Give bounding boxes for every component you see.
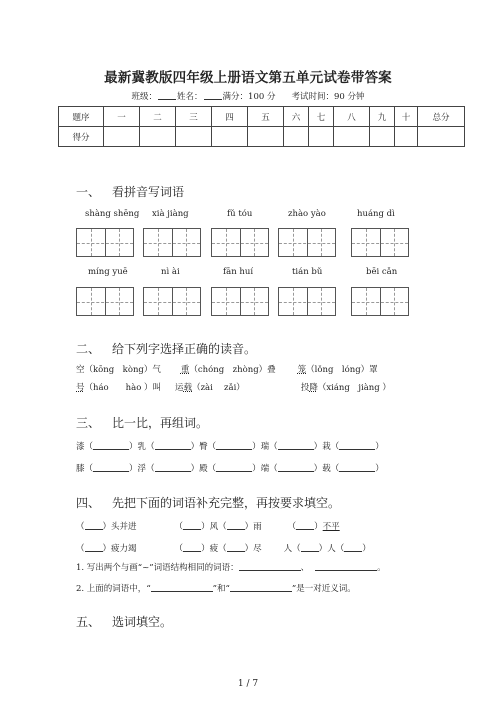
- reading-line-2: 号（háo hào ）叫 运载（zài zǎi） 投降（xiáng jiàng ）: [76, 383, 391, 393]
- header-cell: 九: [370, 107, 395, 127]
- name-blank[interactable]: [204, 99, 222, 100]
- compare-row-2: 膝（ ）浮（ ）殿（ ）端（ ）载（ ）: [76, 464, 384, 474]
- document-title: 最新冀教版四年级上册语文第五单元试卷带答案: [104, 70, 392, 86]
- answer-blank[interactable]: [151, 591, 213, 592]
- pinyin-9: tián bǔ: [292, 267, 323, 277]
- header-cell: 一: [104, 107, 140, 127]
- header-cell: 总分: [418, 107, 465, 127]
- writing-grid[interactable]: [211, 228, 269, 257]
- fill-row-1: （ ）头并进 （ ）风（ ）雨 （ ）不平: [76, 522, 340, 532]
- answer-blank[interactable]: [339, 471, 375, 472]
- score-label: 满分：100 分: [222, 92, 276, 102]
- compare-row-1: 漆（ ）乳（ ）臀（ ）瑞（ ）栽（ ）: [76, 442, 384, 452]
- writing-grid[interactable]: [351, 228, 409, 257]
- answer-blank[interactable]: [315, 570, 377, 571]
- score-cell[interactable]: [370, 127, 395, 147]
- answer-blank[interactable]: [227, 529, 245, 530]
- header-cell: 八: [334, 107, 370, 127]
- section-4-heading: 四、 先把下面的词语补充完整，再按要求填空。: [76, 496, 341, 510]
- answer-blank[interactable]: [155, 449, 191, 450]
- fill-question-1: 1. 写出两个与画“~”词语结构相同的词语： 、 。: [76, 563, 386, 573]
- section-2-heading: 二、 给下列字选择正确的读音。: [76, 342, 257, 356]
- score-cell[interactable]: [104, 127, 140, 147]
- score-row-label: 得分: [59, 127, 104, 147]
- pinyin-4: zhào yào: [288, 209, 326, 219]
- answer-blank[interactable]: [183, 551, 201, 552]
- pinyin-2: xià jiàng: [152, 209, 189, 219]
- score-table-header-row: [59, 107, 465, 127]
- score-cell[interactable]: [176, 127, 212, 147]
- class-label: 班级：: [131, 92, 158, 102]
- header-cell: 七: [309, 107, 334, 127]
- header-cell: 六: [284, 107, 309, 127]
- pinyin-1: shàng shēng: [85, 209, 140, 219]
- section-5-heading: 五、 选词填空。: [76, 615, 173, 629]
- header-cell: 四: [212, 107, 248, 127]
- answer-blank[interactable]: [278, 471, 314, 472]
- answer-blank[interactable]: [216, 449, 252, 450]
- header-cell: 十: [395, 107, 418, 127]
- score-cell[interactable]: [395, 127, 418, 147]
- score-cell[interactable]: [309, 127, 334, 147]
- score-table-score-row: [59, 127, 465, 147]
- answer-blank[interactable]: [155, 471, 191, 472]
- time-label: 考试时间：90 分钟: [291, 92, 365, 102]
- fill-question-2: 2. 上面的词语中，“ ”和“ ”是一对近义词。: [76, 584, 356, 594]
- answer-blank[interactable]: [230, 591, 292, 592]
- exam-meta: [0, 90, 496, 102]
- answer-blank[interactable]: [278, 449, 314, 450]
- answer-blank[interactable]: [227, 551, 245, 552]
- score-cell[interactable]: [334, 127, 370, 147]
- pinyin-8: fān huí: [223, 267, 254, 277]
- writing-grid[interactable]: [143, 287, 201, 316]
- score-cell[interactable]: [248, 127, 284, 147]
- fill-row-2: （ ）疲力竭 （ ）疲（ ）尽 人（ ）人（ ）: [76, 544, 371, 554]
- section-1-heading: 一、 看拼音写词语: [76, 185, 185, 199]
- name-label: 姓名：: [177, 92, 203, 102]
- section-3-heading: 三、 比一比，再组词。: [76, 416, 209, 430]
- header-cell: 二: [140, 107, 176, 127]
- writing-grid[interactable]: [211, 287, 269, 316]
- answer-blank[interactable]: [296, 529, 314, 530]
- writing-grid[interactable]: [278, 228, 336, 257]
- header-cell: 题序: [59, 107, 104, 127]
- answer-blank[interactable]: [85, 551, 103, 552]
- answer-blank[interactable]: [216, 471, 252, 472]
- answer-blank[interactable]: [93, 471, 129, 472]
- class-blank[interactable]: [158, 99, 176, 100]
- answer-blank[interactable]: [344, 551, 362, 552]
- answer-blank[interactable]: [183, 529, 201, 530]
- pinyin-5: huáng dì: [357, 209, 395, 219]
- writing-grid[interactable]: [76, 287, 134, 316]
- answer-blank[interactable]: [339, 449, 375, 450]
- score-cell[interactable]: [212, 127, 248, 147]
- score-table: [58, 106, 465, 147]
- pinyin-3: fǔ tóu: [227, 209, 253, 219]
- answer-blank[interactable]: [85, 529, 103, 530]
- answer-blank[interactable]: [93, 449, 129, 450]
- header-cell: 五: [248, 107, 284, 127]
- pinyin-6: míng yuē: [88, 267, 128, 277]
- writing-grid[interactable]: [278, 287, 336, 316]
- writing-grid[interactable]: [76, 228, 134, 257]
- writing-grid[interactable]: [143, 228, 201, 257]
- page-number: 1 / 7: [237, 679, 259, 689]
- score-cell[interactable]: [284, 127, 309, 147]
- answer-blank[interactable]: [301, 551, 319, 552]
- header-cell: 三: [176, 107, 212, 127]
- writing-grid[interactable]: [351, 287, 409, 316]
- score-cell[interactable]: [140, 127, 176, 147]
- score-cell[interactable]: [418, 127, 465, 147]
- pinyin-10: bēi cǎn: [366, 267, 398, 277]
- answer-blank[interactable]: [239, 570, 301, 571]
- pinyin-7: nì ài: [161, 267, 180, 277]
- reading-line-1: 空（kōng kòng）气 重（chóng zhòng）叠 笼（lǒng lóng）罩: [76, 365, 378, 375]
